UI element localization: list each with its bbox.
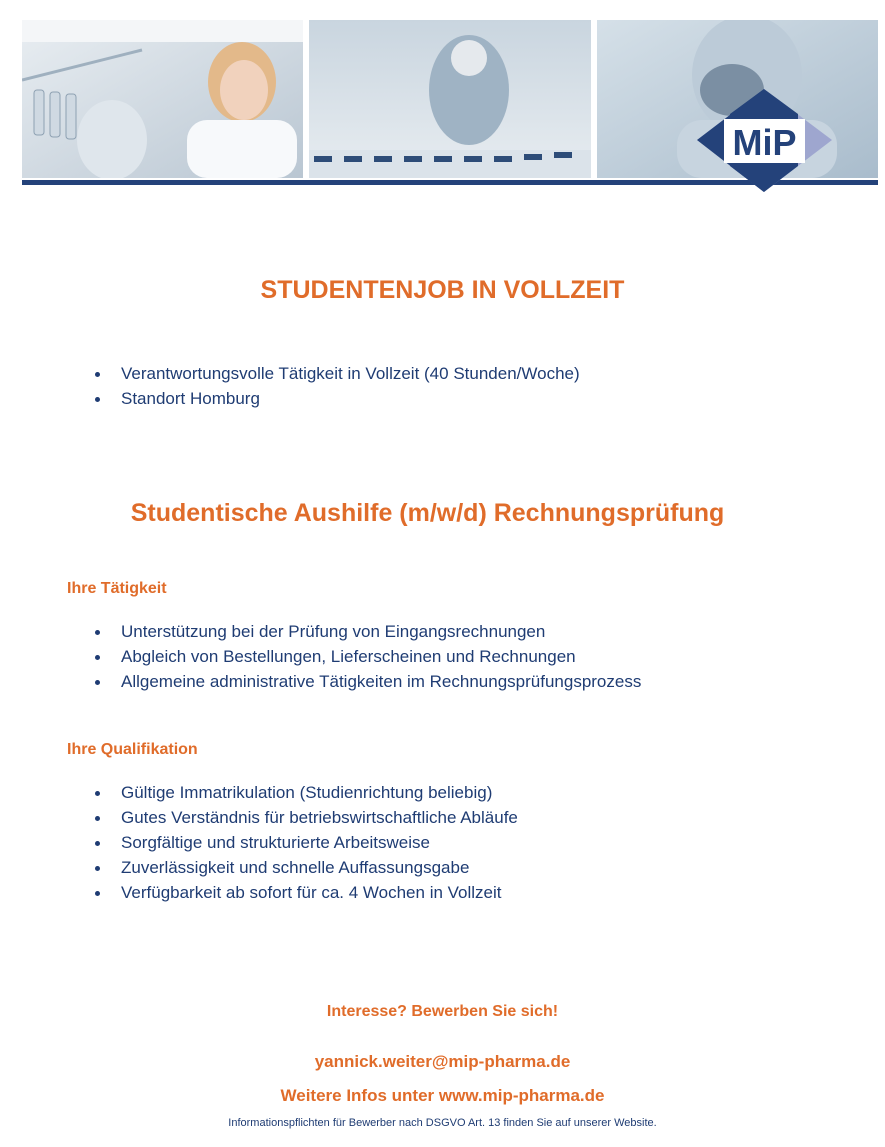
headline: STUDENTENJOB IN VOLLZEIT xyxy=(260,276,625,304)
list-item: Unterstützung bei der Prüfung von Eingangsrechnungen xyxy=(0,619,641,644)
list-item: Zuverlässigkeit und schnelle Auffassungsgabe xyxy=(0,855,518,880)
job-title: Studentische Aushilfe (m/w/d) Rechnungsprüfung xyxy=(130,499,725,527)
qualifications-list xyxy=(0,780,518,905)
lab-technician-photo xyxy=(22,20,303,178)
privacy-note: Informationspflichten für Bewerber nach DSGVO Art. 13 finden Sie auf unserer Website. xyxy=(228,1117,657,1129)
contact-email[interactable]: yannick.weiter@mip-pharma.de xyxy=(314,1052,571,1071)
website-link[interactable]: Weitere Infos unter www.mip-pharma.de xyxy=(280,1086,605,1105)
call-to-action: Interesse? Bewerben Sie sich! xyxy=(326,1003,559,1020)
list-item: Gültige Immatrikulation (Studienrichtung beliebig) xyxy=(0,780,518,805)
svg-text:MiP: MiP xyxy=(732,122,797,163)
duties-list xyxy=(0,619,641,694)
mip-logo xyxy=(697,89,832,192)
list-item: Abgleich von Bestellungen, Lieferscheinen und Rechnungen xyxy=(0,644,641,669)
list-item: Verantwortungsvolle Tätigkeit in Vollzeit (40 Stunden/Woche) xyxy=(0,361,580,386)
list-item: Allgemeine administrative Tätigkeiten im Rechnungsprüfungsprozess xyxy=(0,669,641,694)
list-item: Sorgfältige und strukturierte Arbeitsweise xyxy=(0,830,518,855)
list-item: Gutes Verständnis für betriebswirtschaftliche Abläufe xyxy=(0,805,518,830)
list-item: Standort Homburg xyxy=(0,386,580,411)
list-item: Verfügbarkeit ab sofort für ca. 4 Wochen in Vollzeit xyxy=(0,880,518,905)
qualifications-heading: Ihre Qualifikation xyxy=(67,741,198,758)
intro-list xyxy=(0,361,580,411)
duties-heading: Ihre Tätigkeit xyxy=(67,580,167,597)
vials-production-photo xyxy=(309,20,591,178)
